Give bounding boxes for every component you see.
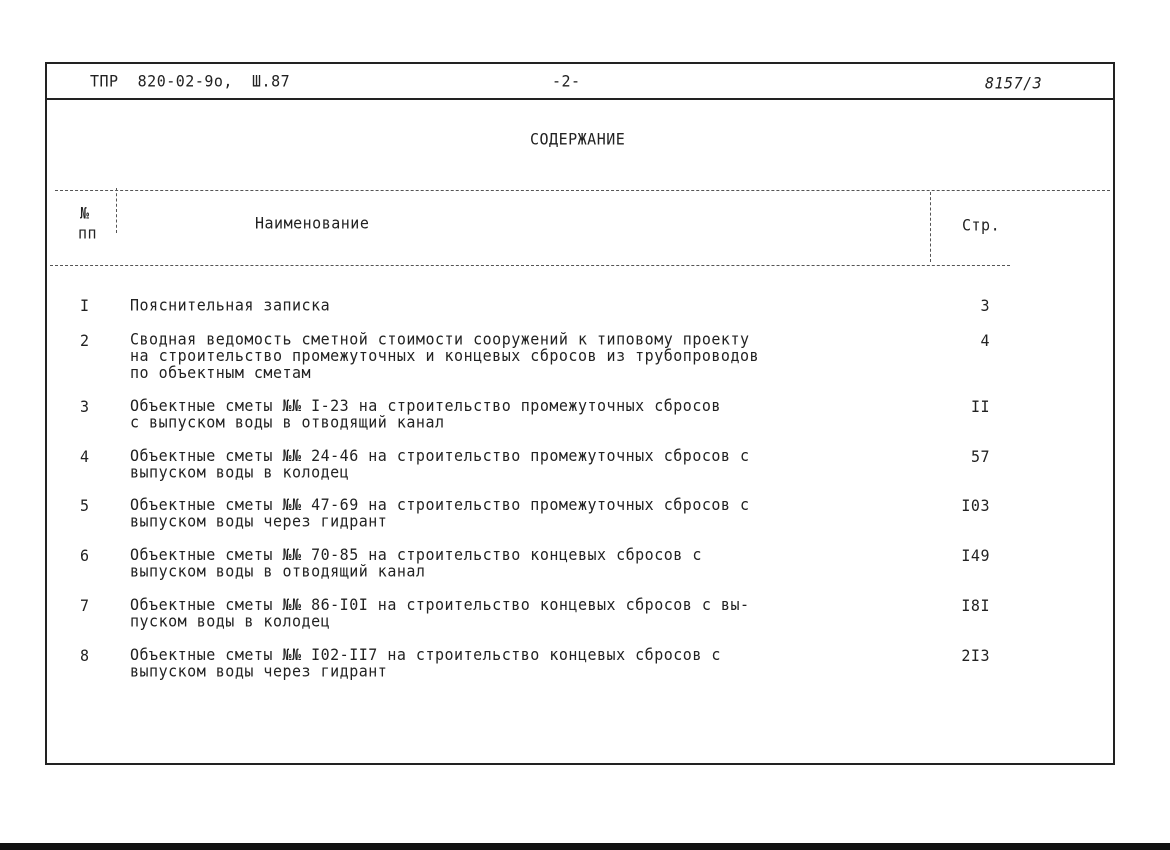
page-number: -2- — [552, 71, 581, 91]
col-num-label-2: пп — [78, 223, 98, 243]
item-page: 4 — [980, 331, 990, 351]
item-page: I49 — [961, 546, 990, 566]
item-number: 4 — [80, 447, 90, 467]
col-page-header: Стр. — [962, 215, 1001, 235]
item-page: 57 — [970, 447, 990, 467]
header-divider — [45, 98, 1113, 100]
item-number: 3 — [80, 397, 90, 417]
item-number: 7 — [80, 596, 90, 616]
item-page: I8I — [961, 596, 990, 616]
item-title: Объектные сметы №№ 47-69 на строительство промежуточных сбросов с выпуском воды через гидрант — [130, 495, 750, 531]
column-divider — [116, 188, 117, 233]
item-title: Пояснительная записка — [130, 295, 331, 315]
item-title: Объектные сметы №№ I-23 на строительство промежуточных сбросов с выпуском воды в отводящий канал — [130, 396, 721, 432]
item-number: I — [80, 296, 90, 316]
column-divider — [930, 192, 931, 262]
scan-edge — [0, 843, 1170, 850]
table-top-line — [55, 190, 1110, 191]
item-page: 2I3 — [961, 646, 990, 666]
item-number: 2 — [80, 331, 90, 351]
page-title: СОДЕРЖАНИЕ — [530, 129, 626, 149]
item-number: 8 — [80, 646, 90, 666]
document-code: ТПР 820-02-9о, Ш.87 — [90, 71, 291, 91]
item-title: Объектные сметы №№ 24-46 на строительство промежуточных сбросов с выпуском воды в колодец — [130, 446, 750, 482]
item-title: Сводная ведомость сметной стоимости сооружений к типовому проекту на строительство промежуточных и концевых сбросов из трубопроводов по объектным сметам — [130, 329, 760, 383]
table-header-bottom-line — [50, 265, 1010, 266]
col-name-header: Наименование — [255, 213, 370, 233]
item-title: Объектные сметы №№ I02-II7 на строительство концевых сбросов с выпуском воды через гидрант — [130, 645, 721, 681]
item-title: Объектные сметы №№ 70-85 на строительство концевых сбросов с выпуском воды в отводящий канал — [130, 545, 702, 581]
sheet-number: 8157/3 — [985, 73, 1043, 93]
item-page: I03 — [961, 496, 990, 516]
item-number: 5 — [80, 496, 90, 516]
item-page: 3 — [980, 296, 990, 316]
item-number: 6 — [80, 546, 90, 566]
item-page: II — [970, 397, 990, 417]
col-num-label: № — [80, 203, 90, 223]
item-title: Объектные сметы №№ 86-I0I на строительство концевых сбросов с вы- пуском воды в колодец — [130, 595, 750, 631]
